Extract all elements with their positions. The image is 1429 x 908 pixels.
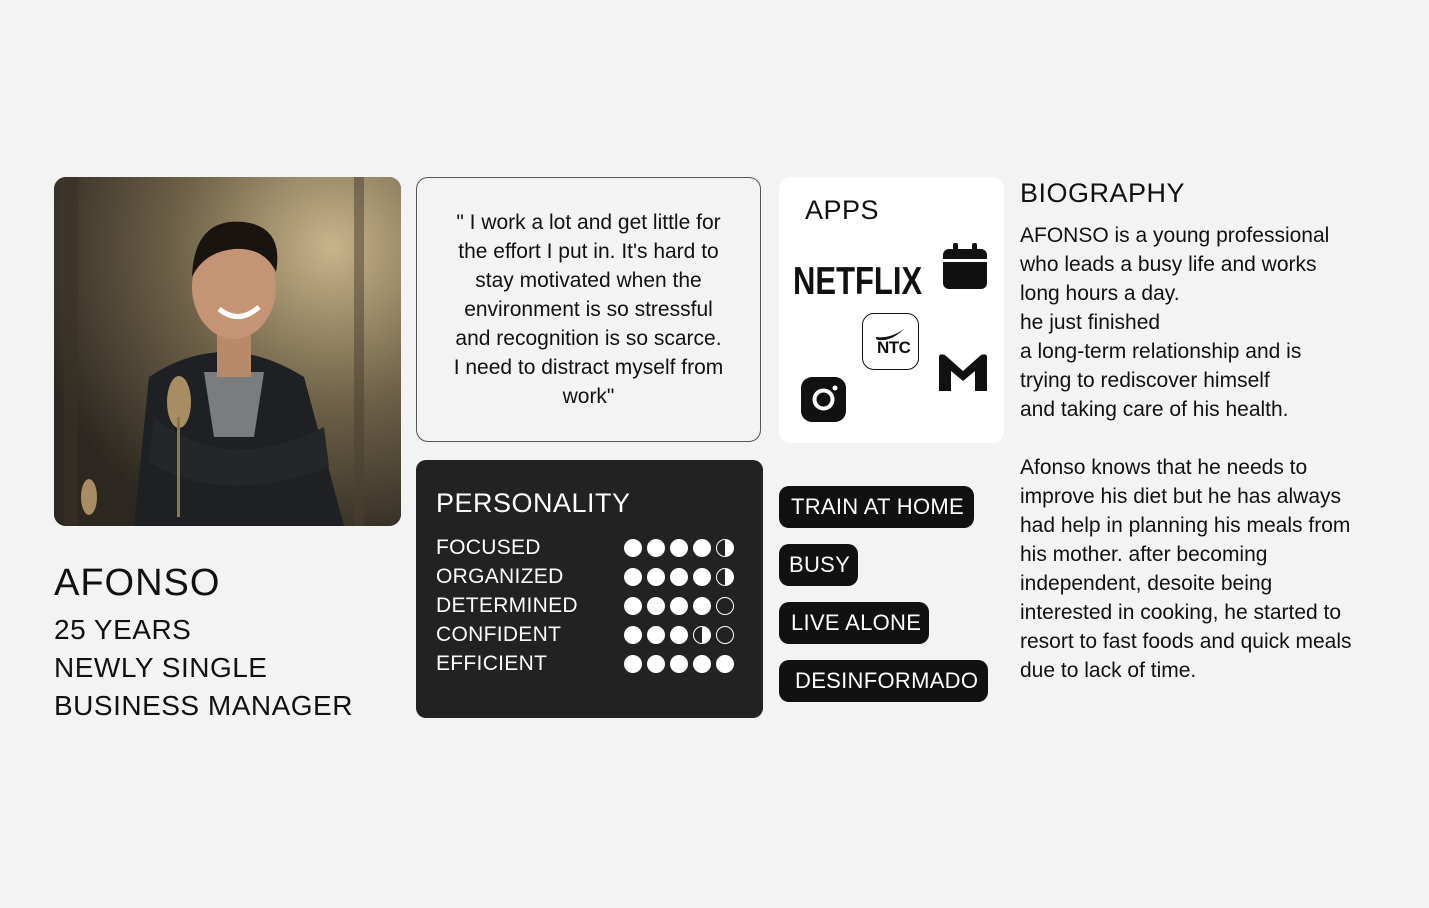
personality-card xyxy=(416,460,763,718)
rating-dot-half xyxy=(693,626,711,644)
trait-rating xyxy=(624,626,734,644)
trait-label: ORGANIZED xyxy=(436,564,564,588)
rating-dot-full xyxy=(647,539,665,557)
trait-row xyxy=(436,562,743,591)
biography-title: BIOGRAPHY xyxy=(1020,178,1186,208)
tag-train-at-home: TRAIN AT HOME xyxy=(779,486,974,528)
personality-title: PERSONALITY xyxy=(436,488,631,518)
rating-dot-full xyxy=(670,568,688,586)
persona-status: NEWLY SINGLE xyxy=(54,652,268,683)
rating-dot-empty xyxy=(716,597,734,615)
rating-dot-full xyxy=(693,539,711,557)
trait-label: EFFICIENT xyxy=(436,651,548,675)
biography-paragraph-1: AFONSO is a young professional who leads a busy life and works long hours a day. he just finished a long-term relationship and is trying to rediscover himself and taking care of his health. xyxy=(1020,224,1330,421)
rating-dot-full xyxy=(647,597,665,615)
rating-dot-full xyxy=(624,539,642,557)
rating-dot-full xyxy=(693,655,711,673)
trait-row xyxy=(436,649,743,678)
apps-card xyxy=(779,177,1004,443)
rating-dot-full xyxy=(624,655,642,673)
tag-desinformado: DESINFORMADO xyxy=(779,660,988,702)
persona-occupation: BUSINESS MANAGER xyxy=(54,690,353,721)
rating-dot-half xyxy=(716,539,734,557)
instagram-icon xyxy=(801,377,846,422)
trait-rating xyxy=(624,597,734,615)
ntc-label: NTC xyxy=(877,338,911,357)
persona-identity xyxy=(54,562,353,725)
tag-busy: BUSY xyxy=(779,544,858,586)
tag-live-alone: LIVE ALONE xyxy=(779,602,929,644)
persona-photo xyxy=(54,177,401,526)
trait-rating xyxy=(624,539,734,557)
trait-label: CONFIDENT xyxy=(436,622,562,646)
trait-list xyxy=(436,533,743,678)
rating-dot-full xyxy=(693,597,711,615)
rating-dot-full xyxy=(647,626,665,644)
rating-dot-full xyxy=(670,626,688,644)
nike-training-club-icon xyxy=(862,313,919,370)
calendar-icon xyxy=(943,243,987,289)
trait-rating xyxy=(624,655,734,673)
apps-title: APPS xyxy=(805,195,880,225)
biography-paragraph-2: Afonso knows that he needs to improve his diet but he has always had help in planning his meals from his mother. after becoming independent, desoite being interested in cooking, he started to resort to fast foods and quick meals due to lack of time. xyxy=(1020,456,1352,682)
rating-dot-full xyxy=(624,568,642,586)
quote-card xyxy=(416,177,761,442)
quote-text: " I work a lot and get little for the effort I put in. It's hard to stay motivated when the environment is so stressful and recognition is so scarce. I need to distract myself from work" xyxy=(453,211,724,408)
trait-row xyxy=(436,591,743,620)
rating-dot-full xyxy=(624,626,642,644)
rating-dot-full xyxy=(670,539,688,557)
trait-row xyxy=(436,620,743,649)
rating-dot-full xyxy=(647,655,665,673)
biography xyxy=(1020,178,1420,685)
rating-dot-half xyxy=(716,568,734,586)
gmail-icon xyxy=(939,353,987,391)
rating-dot-full xyxy=(670,597,688,615)
persona-age: 25 YEARS xyxy=(54,614,192,645)
rating-dot-full xyxy=(716,655,734,673)
trait-row xyxy=(436,533,743,562)
trait-rating xyxy=(624,568,734,586)
persona-name: AFONSO xyxy=(54,562,221,604)
rating-dot-full xyxy=(670,655,688,673)
rating-dot-full xyxy=(693,568,711,586)
trait-label: FOCUSED xyxy=(436,535,541,559)
netflix-logo: NETFLIX xyxy=(793,259,923,303)
trait-label: DETERMINED xyxy=(436,593,578,617)
rating-dot-empty xyxy=(716,626,734,644)
rating-dot-full xyxy=(647,568,665,586)
rating-dot-full xyxy=(624,597,642,615)
